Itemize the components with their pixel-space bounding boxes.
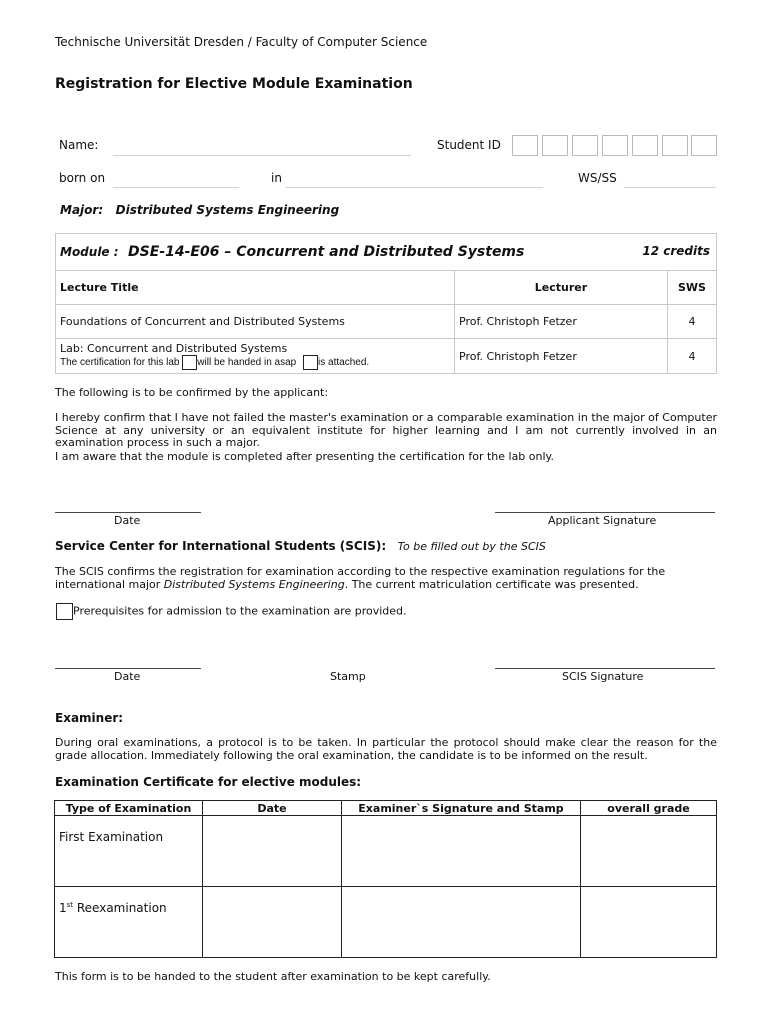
col-overall-grade: overall grade bbox=[581, 801, 717, 816]
col-type-of-examination: Type of Examination bbox=[55, 801, 203, 816]
birth-place-label: in bbox=[271, 171, 282, 185]
reexamination-cell bbox=[55, 887, 203, 958]
sws-cell: 4 bbox=[668, 339, 717, 374]
student-id-digit-box[interactable] bbox=[512, 135, 538, 156]
stamp-label: Stamp bbox=[330, 670, 366, 683]
cert-asap-checkbox[interactable] bbox=[182, 355, 197, 370]
prereq-checkbox[interactable] bbox=[56, 603, 73, 620]
lecturer-cell: Prof. Christoph Fetzer bbox=[455, 339, 668, 374]
grade-cell[interactable] bbox=[581, 887, 717, 958]
reexam-suffix: st bbox=[66, 901, 74, 909]
scis-note: To be filled out by the SCIS bbox=[397, 540, 546, 553]
scis-date-label: Date bbox=[114, 670, 141, 683]
student-id-digit-box[interactable] bbox=[542, 135, 568, 156]
cert-attached-checkbox[interactable] bbox=[303, 355, 318, 370]
date-cell[interactable] bbox=[203, 816, 342, 887]
cert-text-2: will be handed in asap bbox=[197, 357, 297, 369]
col-examiner-signature: Examiner`s Signature and Stamp bbox=[342, 801, 581, 816]
scis-signature-line[interactable] bbox=[495, 668, 715, 669]
born-on-label: born on bbox=[59, 171, 106, 185]
major-value: Distributed Systems Engineering bbox=[115, 203, 340, 217]
lab-certification-line bbox=[60, 355, 450, 370]
scis-date-line[interactable] bbox=[55, 668, 201, 669]
examiner-text: During oral examinations, a protocol is to be taken. In particular the protocol should make clear the reason for the grade allocation. Immediately following the oral examination, the candidate is to be informed on the result. bbox=[55, 736, 717, 762]
certificate-table bbox=[54, 800, 717, 958]
module-table bbox=[55, 233, 717, 374]
scis-heading-line bbox=[55, 539, 546, 553]
scis-signature-label: SCIS Signature bbox=[562, 670, 644, 683]
lab-title: Lab: Concurrent and Distributed Systems bbox=[60, 342, 288, 355]
confirmation-intro: The following is to be confirmed by the applicant: bbox=[55, 386, 329, 399]
form-title: Registration for Elective Module Examination bbox=[55, 76, 413, 92]
prereq-text: Prerequisites for admission to the examination are provided. bbox=[73, 604, 407, 618]
scis-text-b: . The current matriculation certificate was presented. bbox=[344, 577, 639, 591]
table-row bbox=[55, 887, 717, 958]
student-id-digit-box[interactable] bbox=[632, 135, 658, 156]
date-cell[interactable] bbox=[203, 887, 342, 958]
certificate-heading: Examination Certificate for elective modules: bbox=[55, 775, 362, 789]
major-label: Major: bbox=[60, 203, 104, 217]
student-id-digit-box[interactable] bbox=[572, 135, 598, 156]
confirmation-text-2: I am aware that the module is completed after presenting the certification for the lab only. bbox=[55, 450, 554, 463]
table-row bbox=[56, 305, 717, 339]
applicant-signature-label: Applicant Signature bbox=[548, 514, 657, 527]
module-columns-row bbox=[56, 271, 717, 305]
name-field[interactable] bbox=[113, 155, 411, 156]
applicant-signature-line[interactable] bbox=[495, 512, 715, 513]
module-credits: 12 credits bbox=[642, 244, 710, 258]
footer-note: This form is to be handed to the student after examination to be kept carefully. bbox=[55, 970, 491, 983]
module-header-cell bbox=[56, 234, 717, 271]
scis-text bbox=[55, 566, 717, 591]
col-lecturer: Lecturer bbox=[455, 271, 668, 305]
module-label: Module : bbox=[60, 245, 119, 259]
signature-cell[interactable] bbox=[342, 887, 581, 958]
signature-cell[interactable] bbox=[342, 816, 581, 887]
reexam-text: Reexamination bbox=[73, 901, 167, 915]
col-lecture-title: Lecture Title bbox=[56, 271, 455, 305]
scis-text-major: Distributed Systems Engineering bbox=[163, 577, 345, 591]
prereq-line bbox=[56, 603, 407, 620]
birth-place-field[interactable] bbox=[286, 187, 543, 188]
student-id-label: Student ID bbox=[437, 138, 501, 152]
student-id-digit-box[interactable] bbox=[691, 135, 717, 156]
scis-heading: Service Center for International Students (SCIS): bbox=[55, 539, 387, 553]
module-header-row bbox=[56, 234, 717, 271]
applicant-date-line[interactable] bbox=[55, 512, 201, 513]
examiner-heading: Examiner: bbox=[55, 711, 124, 725]
cert-text-1: The certification for this lab bbox=[60, 357, 180, 369]
semester-label: WS/SS bbox=[578, 171, 617, 185]
module-code-title: DSE-14-E06 – Concurrent and Distributed Systems bbox=[128, 244, 525, 260]
lab-title-cell bbox=[56, 339, 455, 374]
col-sws: SWS bbox=[668, 271, 717, 305]
reexam-number: 1 bbox=[59, 901, 67, 915]
birth-date-field[interactable] bbox=[113, 187, 239, 188]
table-row bbox=[55, 816, 717, 887]
applicant-date-label: Date bbox=[114, 514, 141, 527]
institution-header: Technische Universität Dresden / Faculty of Computer Science bbox=[55, 35, 428, 49]
lecture-title-cell: Foundations of Concurrent and Distributed Systems bbox=[56, 305, 455, 339]
col-date: Date bbox=[203, 801, 342, 816]
semester-field[interactable] bbox=[624, 187, 716, 188]
sws-cell: 4 bbox=[668, 305, 717, 339]
table-row bbox=[56, 339, 717, 374]
confirmation-text: I hereby confirm that I have not failed the master's examination or a comparable examination in the major of Computer Science at any university or an equivalent institute for higher learning and I am not currently involved in an examination process in such a major. bbox=[55, 411, 717, 449]
student-id-digit-box[interactable] bbox=[662, 135, 688, 156]
student-id-digit-box[interactable] bbox=[602, 135, 628, 156]
lecturer-cell: Prof. Christoph Fetzer bbox=[455, 305, 668, 339]
scis-text-a: The SCIS confirms the registration for examination according to the respective examination regulations for the international major bbox=[55, 565, 666, 591]
name-label: Name: bbox=[59, 138, 99, 152]
first-examination-cell: First Examination bbox=[55, 816, 203, 887]
grade-cell[interactable] bbox=[581, 816, 717, 887]
certificate-header-row bbox=[55, 801, 717, 816]
cert-text-3: is attached. bbox=[318, 357, 370, 369]
major-line bbox=[60, 203, 339, 217]
